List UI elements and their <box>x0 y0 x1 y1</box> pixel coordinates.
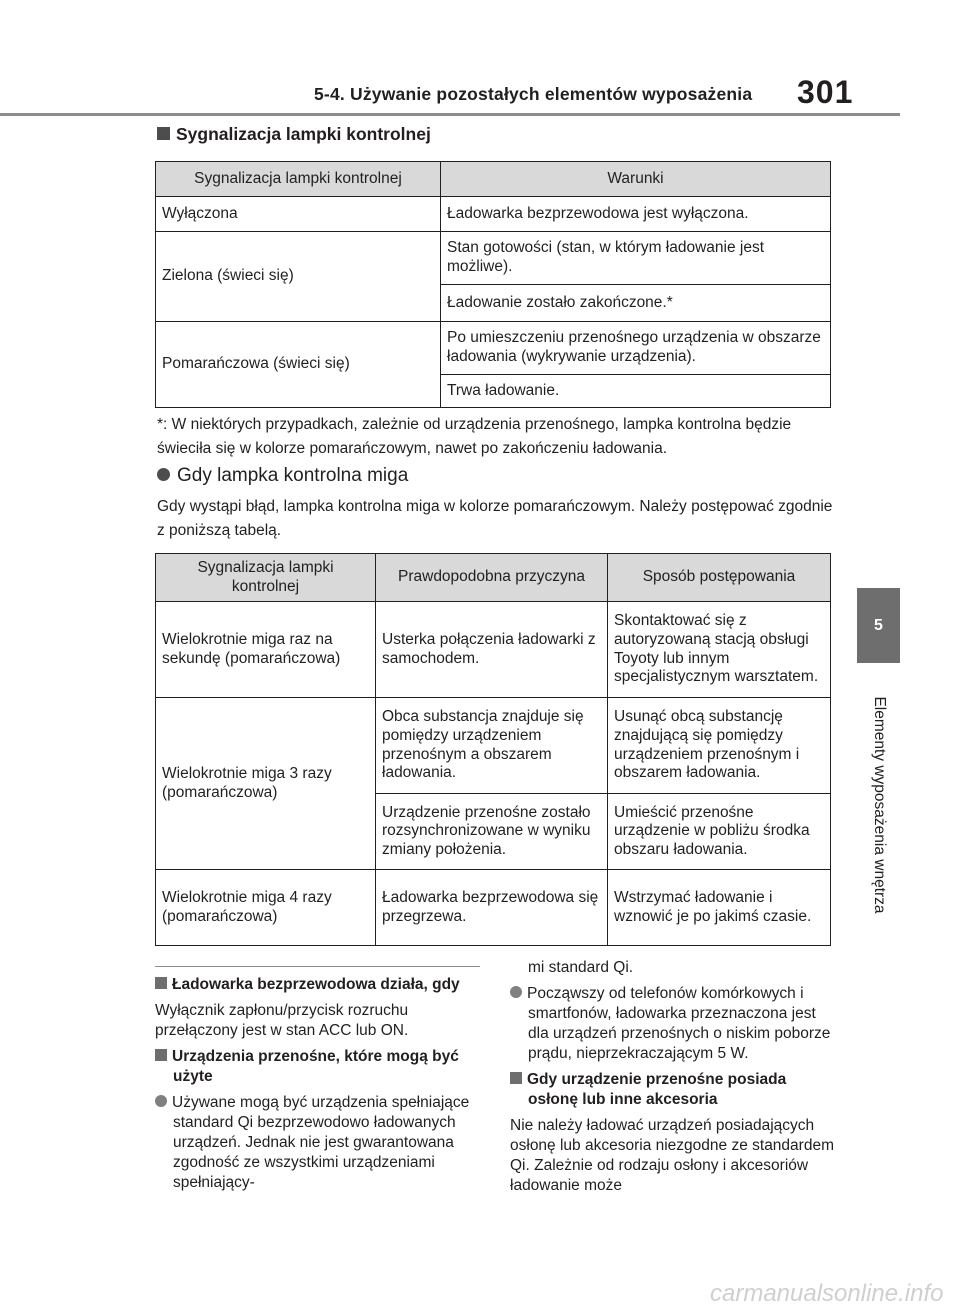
table-cell: Ładowarka bezprzewodowa jest wyłączona. <box>441 197 831 232</box>
section-title-indicator <box>157 124 431 145</box>
table-cell: Zielona (świeci się) <box>156 232 441 322</box>
bullet-text: Począwszy od telefonów komórkowych i smartfonów, ładowarka przeznaczona jest dla urządzeń przenośnych o niskim poborze prądu, nieprzekraczającym 5 W. <box>527 985 831 1062</box>
table-cell: Trwa ładowanie. <box>441 375 831 408</box>
left-column <box>155 975 485 1199</box>
chapter-tab: 5 <box>857 588 900 663</box>
table-header: Prawdopodobna przyczyna <box>376 554 608 602</box>
table-row <box>156 870 831 946</box>
watermark: carmanualsonline.info <box>710 1280 944 1307</box>
table-header: Sygnalizacja lampki kontrolnej <box>156 162 441 197</box>
note-heading <box>510 1070 835 1110</box>
chapter-label-text: Elementy wyposażenia wnętrza <box>871 696 888 914</box>
table-cell: Usunąć obcą substancję znajdującą się pomiędzy urządzeniem przenośnym i obszarem ładowania. <box>608 698 831 794</box>
square-bullet-icon <box>155 977 167 989</box>
table-header-row <box>156 162 831 197</box>
table-header-row <box>156 554 831 602</box>
table-cell: Wielokrotnie miga 3 razy (pomarańczowa) <box>156 698 376 870</box>
square-bullet-icon <box>155 1049 167 1061</box>
table-cell: Wyłączona <box>156 197 441 232</box>
table-row <box>156 322 831 375</box>
table-header: Warunki <box>441 162 831 197</box>
table-cell: Ładowanie zostało zakończone.* <box>441 285 831 322</box>
note-heading <box>155 1047 485 1087</box>
table-cell: Ładowarka bezprzewodowa się przegrzewa. <box>376 870 608 946</box>
note-text: Wyłącznik zapłonu/przycisk rozruchu przełączony jest w stan ACC lub ON. <box>155 1002 409 1039</box>
chapter-label <box>864 676 894 934</box>
table-header: Sygnalizacja lampki kontrolnej <box>156 554 376 602</box>
blinking-table <box>155 553 831 946</box>
table-row <box>156 232 831 285</box>
bullet-text: Używane mogą być urządzenia spełniające standard Qi bezprzewodowo ładowanych urządzeń. Jednak nie jest gwarantowana zgodność ze wszystkimi urządzeniami spełniający- <box>172 1094 470 1191</box>
sub-heading-text: Gdy lampka kontrolna miga <box>177 465 409 486</box>
table-cell: Wielokrotnie miga raz na sekundę (pomarańczowa) <box>156 602 376 698</box>
table-header: Sposób postępowania <box>608 554 831 602</box>
column-rule <box>155 966 480 967</box>
table-cell: Obca substancja znajduje się pomiędzy urządzeniem przenośnym a obszarem ładowania. <box>376 698 608 794</box>
note-heading-text: Gdy urządzenie przenośne posiada osłonę lub inne akcesoria <box>527 1071 787 1108</box>
table-cell: Stan gotowości (stan, w którym ładowanie jest możliwe). <box>441 232 831 285</box>
table-cell: Urządzenie przenośne zostało rozsynchronizowane w wyniku zmiany położenia. <box>376 794 608 870</box>
header-rule <box>0 113 900 116</box>
square-bullet-icon <box>157 127 170 140</box>
table-cell: Pomarańczowa (świeci się) <box>156 322 441 408</box>
square-bullet-icon <box>510 1072 522 1084</box>
paragraph: Gdy wystąpi błąd, lampka kontrolna miga w kolorze pomarańczowym. Należy postępować zgodnie z poniższą tabelą. <box>157 498 833 539</box>
indicator-table <box>155 161 831 408</box>
footnote-mark: *: <box>157 416 168 433</box>
footnote-text: W niektórych przypadkach, zależnie od urządzenia przenośnego, lampka kontrolna będzie świeciła się w kolorze pomarańczowym, nawet po zakończeniu ładowania. <box>157 416 792 457</box>
continued-text: mi standard Qi. <box>528 959 634 976</box>
note-heading-text: Ładowarka bezprzewodowa działa, gdy <box>172 976 460 993</box>
note-heading-text: Urządzenia przenośne, które mogą być użyte <box>172 1048 459 1085</box>
footnote <box>157 413 837 461</box>
bullet-item <box>510 984 835 1064</box>
section-title-text: Sygnalizacja lampki kontrolnej <box>176 124 431 144</box>
table-cell: Wielokrotnie miga 4 razy (pomarańczowa) <box>156 870 376 946</box>
circle-bullet-icon <box>510 986 522 998</box>
circle-bullet-icon <box>155 1095 167 1107</box>
table-cell: Wstrzymać ładowanie i wznowić je po jakimś czasie. <box>608 870 831 946</box>
note-heading <box>155 975 485 995</box>
page-number: 301 <box>797 74 854 110</box>
table-row <box>156 698 831 794</box>
header-title: 5-4. Używanie pozostałych elementów wyposażenia <box>314 84 753 104</box>
table-cell: Umieścić przenośne urządzenie w pobliżu środka obszaru ładowania. <box>608 794 831 870</box>
table-row <box>156 197 831 232</box>
table-cell: Skontaktować się z autoryzowaną stacją obsługi Toyoty lub innym specjalistycznym warsztatem. <box>608 602 831 698</box>
right-column <box>510 958 835 1202</box>
sub-heading <box>157 465 408 487</box>
table-cell: Usterka połączenia ładowarki z samochodem. <box>376 602 608 698</box>
bullet-item <box>155 1093 485 1193</box>
note-text: Nie należy ładować urządzeń posiadających osłonę lub akcesoria niezgodne ze standardem Qi. Zależnie od rodzaju osłony i akcesoriów ładowanie może <box>510 1117 834 1194</box>
table-cell: Po umieszczeniu przenośnego urządzenia w obszarze ładowania (wykrywanie urządzenia). <box>441 322 831 375</box>
circle-bullet-icon <box>157 468 170 481</box>
table-row <box>156 602 831 698</box>
